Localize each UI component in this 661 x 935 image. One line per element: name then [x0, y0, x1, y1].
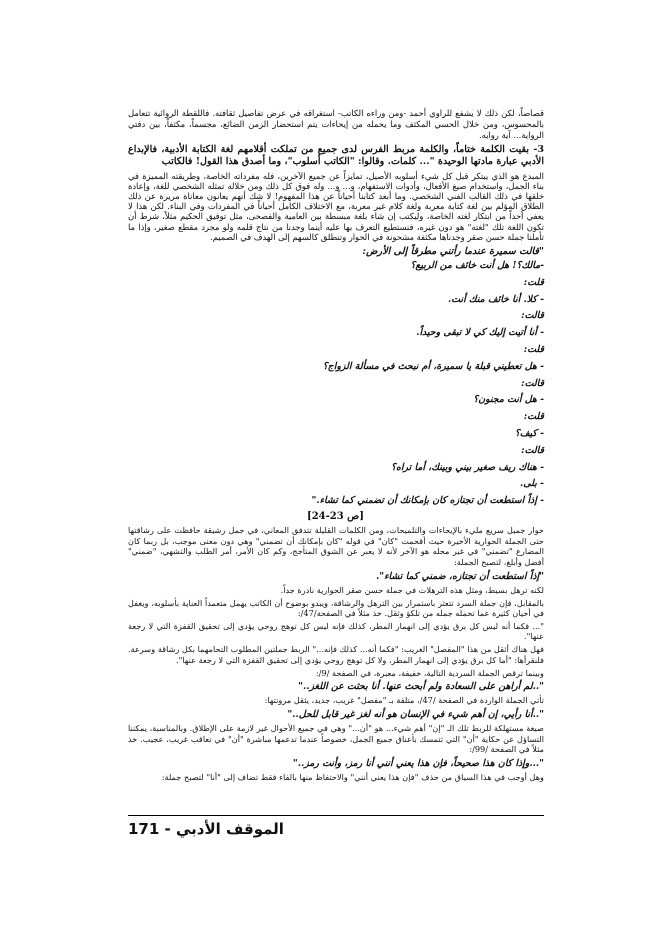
- dialogue-line: - هناك ريف صغير بيني وبينك، أما تراه؟: [391, 461, 544, 473]
- quoted-sentence: "..أنا رأيي، إن أهم شيء في الإنسان هو أنه لغز غير قابل للحل..": [287, 709, 544, 721]
- quoted-sentence: "إذاً استطعت أن تجتازه، ضمني كما تشاء".: [375, 570, 544, 582]
- page-reference: [ص 23-24]: [306, 510, 364, 522]
- dialogue-line: قالت:: [521, 377, 544, 389]
- dialogue-line: قلت:: [523, 276, 544, 288]
- analysis-paragraph: وبينما ترقص الجملة السردية التالية، خفيفة، معبرة، في الصفحة /9/:: [315, 667, 544, 678]
- dialogue-line: -مالك؟! هل أنت خائف من الربيع؟: [410, 260, 544, 272]
- dialogue-line: - هل تعطيني قبلة يا سميرة، أم نبحث في مسألة الزواج؟: [322, 360, 544, 372]
- footer-label: الموقف الأدبي - 171: [128, 820, 284, 838]
- dialogue-line: قلت:: [523, 344, 544, 356]
- dialogue-line: قلت:: [523, 411, 544, 423]
- dialogue-line: - أنا أتيت إليك كي لا تبقى وحيداً.: [416, 327, 544, 339]
- quote-intro: "قالت سميرة عندما رأتني مطرقاً إلى الأرض:: [362, 246, 544, 258]
- analysis-paragraph: فهل هناك أثقل من هذا "المفصل" الغريب: "فكما أنه... كذلك فإنه..." الربط جملتين المطلوب التحامهما بكل رشاقة وسرعة. فلنقرأها: "أما كل برق يؤدي إلى انهمار المطر، ولا كل توهج روحي يؤدي إلى تحقيق القفزة التي لا رجعة عنها".: [128, 644, 544, 665]
- dialogue-line: - إذاً استطعت أن تجتازه كان بإمكانك أن تضمني كما تشاء.": [311, 495, 544, 507]
- dialogue-line: - كيف؟: [514, 428, 544, 439]
- intro-paragraph: قصاصاً، لكن ذلك لا يشفع للراوي أحمد -ومن وراءه الكاتب- استغراقه في عرض تفاصيل ثقافته. فاللقطة الروائية تتعامل بالمحسوس، ومن خلال الحسي المكثف وما يحمله من إيحاءات يتم استحضار الزمن الضائع، مجسماً، مكثفاً، بين دفتي الرواية... آية روايه.: [128, 108, 544, 141]
- analysis-paragraph: حوار جميل سريع مليء بالإيحاءات والتلميحات، ومن الكلمات القليلة تتدفق المعاني، في جمل رشيقة حافظت على رشاقتها حتى الجملة الحوارية الأخيرة حيث أقحمت "كان" في قوله "كان بإمكانك أن تضمني" وهي دون معنى موجب، بل ربما كان المضارع "تضمني" في غير محله هو الآخر لأنه لا يعبر عن الشوق المتأجج، وكم كان الأمر، أمر الطلب والتشهي، "ضمني" أفضل وأبلغ، لتصبح الجملة:: [128, 525, 544, 567]
- dialogue-line: قالت:: [521, 444, 544, 456]
- style-paragraph: المبدع هو الذي يبتكر قبل كل شيء أسلوبه الأصيل، تمايزاً عن جميع الآخرين، فله مفرداته الخاصة، وطريقته المميزة في بناء الجمل، واستخدام صيغ الأفعال، وأدوات الاستفهام، و... و... وله فوق كل ذلك ومن خلاله تمثله الشخصي للغة، وإعادة خلقها في ذلك القالب الفني الشخصي. وما أبعد كتابنا أحياناً عن هذا المفهوم! لا شك أنهم يعانون معاناة مريرة عن ذلك الطلاق المؤلم بين لغة كتابة معربة ولغة كلام غير معربة، مع الاختلاف الكامل أحياناً في المفردات وفي البناء. لكن هذا لا يعفي أحداً من ابتكار لغته الخاصة، وليكتب إن شاء بلغة مبسطة بين العامية والفصحى، مثل توفيق الحكيم مثلاً، شرط أن تكون اللغة تلك "لغته" هو دون غيره، فنستطيع التعرف بها عليه أينما وجدنا من نتاج قلمه ولو مجرد مقطع صغير، وإذا ما تأملنا جملة حسن صقر وجدناها مكثفة مشحونة في الحوار وتنطلق كالسهم إلى الهدف في الصميم.: [128, 170, 544, 242]
- dialogue-line: قالت:: [521, 310, 544, 322]
- quoted-sentence: "..لم أراهن على السعادة ولم أبحث عنها. أنا بحثت عن اللغز..": [298, 681, 544, 693]
- dialogue-line: - بلى.: [520, 478, 544, 490]
- dialogue-line: - هل أنت مجنون؟: [473, 394, 544, 406]
- section-heading: 3- بقيت الكلمة ختاماً، والكلمة مربط الفرس لدى جميع من تملكت أقلامهم لغة الكتابة الأدبية، فالإبداع الأدبي عبارة مادتها الوحيدة "... كلمات. وقالوا: "الكاتب أسلوب"، وما أصدق هذا القول! فالكاتب: [128, 143, 544, 167]
- analysis-section: [128, 525, 544, 783]
- page-footer: [128, 815, 544, 838]
- quoted-sentence: "...وإذا كان هذا صحيحاً، فإن هذا يعني أنني أنا رمز، وأنت رمز..": [292, 757, 544, 769]
- analysis-paragraph: تأتي الجملة الواردة في الصفحة /47/، متلقة بـ "مفصل" غريب، جديد، يثقل مرونتها:: [264, 695, 544, 706]
- analysis-paragraph: "... فكما أنه ليس كل برق يؤدي إلى انهمار المطر، كذلك فإنه ليس كل توهج روحي يؤدي إلى تحقيق القفزة التي لا رجعة عنها".: [128, 620, 544, 642]
- dialogue-line: - كلا. أنا خائف منك أنت.: [447, 293, 544, 305]
- analysis-paragraph: لكنه ترهل بسيط، ومثل هذه الترهلات في جملة حسن صقر الحوارية نادرة جداً.: [280, 584, 544, 595]
- dialogue-block: [128, 258, 544, 510]
- analysis-paragraph: صيغة مستهلكة للربط تلك الـ "إن" أهم شيء... هو "أن..." وهي في جميع الأحوال غير لازمة على الإطلاق. وبالمناسبة، يمكننا التساؤل عن حكاية "أن" التي تتمسك بأعناق جميع الجمل، خصوصاً عندما تدعمها مباشرة "أن" في تعاقب غريب، عجيب. خذ مثلاً في الصفحة /99/:: [128, 723, 544, 755]
- analysis-paragraph: وهل أوجب في هذا السياق من حذف "فإن هذا يعني أنني" والاحتفاظ منها بالفاء فقط تضاف إلى "أنا" لتصبح جملة:: [161, 772, 544, 783]
- analysis-paragraph: بالمقابل، فإن جملة السرد تتعثر باستمرار بين الترهل والرشاقة، ويبدو بوضوح أن الكاتب يهمل متعمداً العناية بأسلوبه، ويغفل في أحيان كثيرة عما تحمله جمله من تلكؤ وثقل. خذ مثلاً في الصفحة/47/:: [128, 597, 544, 619]
